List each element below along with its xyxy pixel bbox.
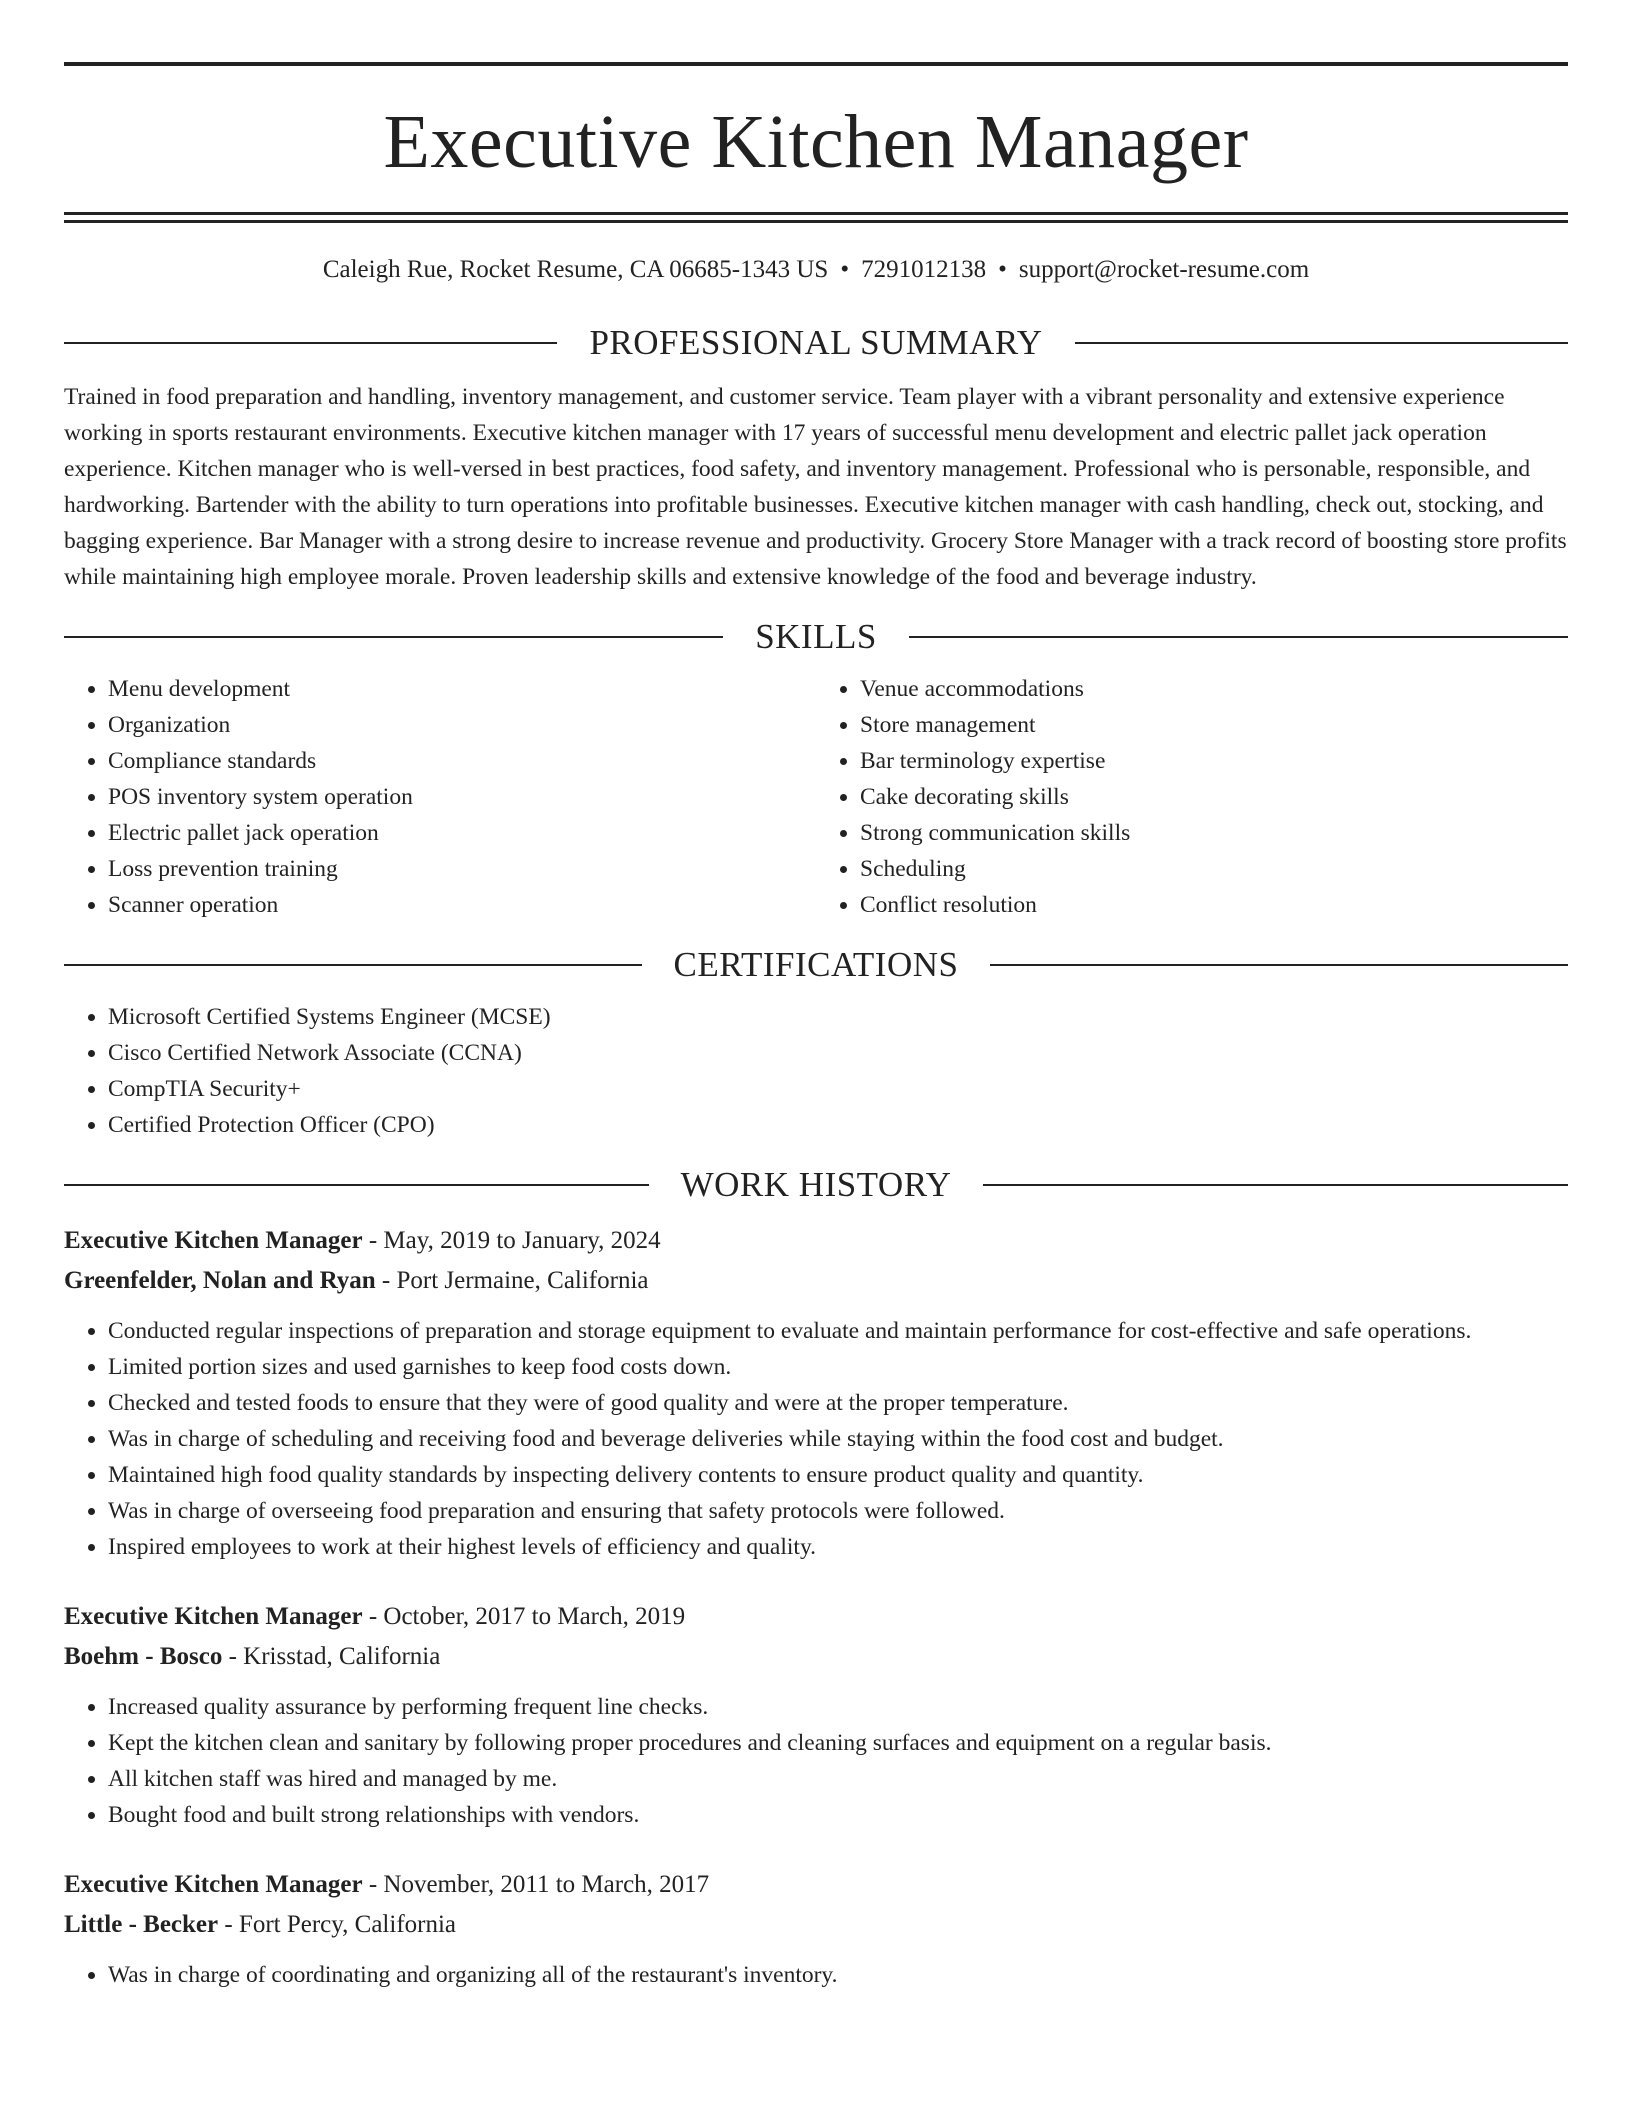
skill-item: • Scanner operation — [108, 887, 816, 923]
skill-item: • Conflict resolution — [860, 887, 1568, 923]
job-location: - Fort Percy, California — [218, 1911, 457, 1938]
job-bullet: • Limited portion sizes and used garnishes to keep food costs down. — [108, 1349, 1568, 1385]
job-dates: - November, 2011 to March, 2017 — [362, 1871, 710, 1898]
job-bullet: • Was in charge of overseeing food preparation and ensuring that safety protocols were followed. — [108, 1493, 1568, 1529]
certification-item: • CompTIA Security+ — [108, 1071, 1568, 1107]
job-dates: - May, 2019 to January, 2024 — [362, 1227, 661, 1254]
skill-item: • Organization — [108, 707, 816, 743]
section-rule-left — [64, 636, 723, 638]
job-bullets — [64, 1313, 1568, 1565]
summary-section-heading — [64, 323, 1568, 363]
skill-item: • POS inventory system operation — [108, 779, 816, 815]
skills-list-left — [64, 671, 816, 923]
job-bullet: • Maintained high food quality standards by inspecting delivery contents to ensure product quality and quantity. — [108, 1457, 1568, 1493]
job-bullet: • Increased quality assurance by performing frequent line checks. — [108, 1689, 1568, 1725]
top-rule — [64, 62, 1568, 66]
skill-item: • Cake decorating skills — [860, 779, 1568, 815]
job-bullet: • Bought food and built strong relationships with vendors. — [108, 1797, 1568, 1833]
job-location: - Krisstad, California — [222, 1643, 441, 1670]
job-entry — [64, 1865, 1568, 1993]
certifications-heading: CERTIFICATIONS — [673, 945, 959, 984]
job-bullet: • Kept the kitchen clean and sanitary by following proper procedures and cleaning surfaces and equipment on a regular basis. — [108, 1725, 1568, 1761]
section-rule-right — [983, 1184, 1568, 1186]
skill-item: • Bar terminology expertise — [860, 743, 1568, 779]
certification-item: • Microsoft Certified Systems Engineer (MCSE) — [108, 999, 1568, 1035]
job-company: Greenfelder, Nolan and Ryan — [64, 1267, 376, 1294]
job-title-line — [64, 1865, 1568, 1905]
job-bullet: • Checked and tested foods to ensure that they were of good quality and were at the proper temperature. — [108, 1385, 1568, 1421]
skill-item: • Electric pallet jack operation — [108, 815, 816, 851]
skill-item: • Menu development — [108, 671, 816, 707]
job-title-line — [64, 1597, 1568, 1637]
job-bullet: • Was in charge of coordinating and organizing all of the restaurant's inventory. — [108, 1957, 1568, 1993]
section-rule-right — [990, 964, 1568, 966]
contact-email: support@rocket-resume.com — [1018, 256, 1310, 283]
contact-line — [64, 255, 1568, 285]
contact-address: Caleigh Rue, Rocket Resume, CA 06685-1343 US — [322, 256, 829, 283]
skill-item: • Compliance standards — [108, 743, 816, 779]
certifications-section-heading — [64, 945, 1568, 985]
work-history-section-heading — [64, 1165, 1568, 1205]
section-rule-right — [1075, 342, 1568, 344]
page-title: Executive Kitchen Manager — [383, 100, 1249, 184]
work-history-heading: WORK HISTORY — [680, 1165, 952, 1204]
job-entry — [64, 1597, 1568, 1833]
skill-item: • Strong communication skills — [860, 815, 1568, 851]
skill-item: • Scheduling — [860, 851, 1568, 887]
job-bullet: • Conducted regular inspections of preparation and storage equipment to evaluate and maintain performance for cost-effective and safe operations. — [108, 1313, 1568, 1349]
section-rule-left — [64, 1184, 649, 1186]
job-company: Boehm - Bosco — [64, 1643, 223, 1670]
job-title-line — [64, 1221, 1568, 1261]
job-dates: - October, 2017 to March, 2019 — [362, 1603, 686, 1630]
contact-separator: • — [998, 256, 1007, 283]
certification-item: • Certified Protection Officer (CPO) — [108, 1107, 1568, 1143]
job-title: Executive Kitchen Manager — [64, 1227, 363, 1254]
skills-section-heading — [64, 617, 1568, 657]
section-rule-right — [909, 636, 1568, 638]
job-location: - Port Jermaine, California — [375, 1267, 649, 1294]
title-double-rule — [64, 212, 1568, 223]
skills-list-right — [816, 671, 1568, 923]
certifications-list — [64, 999, 1568, 1143]
certification-item: • Cisco Certified Network Associate (CCNA) — [108, 1035, 1568, 1071]
section-rule-left — [64, 964, 642, 966]
job-company-line — [64, 1261, 1568, 1301]
skill-item: • Venue accommodations — [860, 671, 1568, 707]
job-entry — [64, 1221, 1568, 1565]
section-rule-left — [64, 342, 557, 344]
skills-heading: SKILLS — [755, 617, 877, 656]
job-bullet: • All kitchen staff was hired and managed by me. — [108, 1761, 1568, 1797]
summary-text: Trained in food preparation and handling, inventory management, and customer service. Team player with a vibrant personality and extensive experience working in sports restaurant environments. Executive kitchen manager with 17 years of successful menu development and electric pallet jack operation experience. Kitchen manager who is well-versed in best practices, food safety, and inventory management. Professional who is personable, responsible, and hardworking. Bartender with the ability to turn operations into profitable businesses. Executive kitchen manager with cash handling, check out, stocking, and bagging experience. Bar Manager with a strong desire to increase revenue and productivity. Grocery Store Manager with a track record of boosting store profits while maintaining high employee morale. Proven leadership skills and extensive knowledge of the food and beverage industry. — [64, 384, 1567, 590]
job-bullets — [64, 1957, 1568, 1993]
job-bullet: • Inspired employees to work at their highest levels of efficiency and quality. — [108, 1529, 1568, 1565]
summary-heading: PROFESSIONAL SUMMARY — [589, 323, 1043, 362]
skill-item: • Loss prevention training — [108, 851, 816, 887]
job-company-line — [64, 1637, 1568, 1677]
job-title: Executive Kitchen Manager — [64, 1871, 363, 1898]
job-bullets — [64, 1689, 1568, 1833]
skills-columns — [64, 671, 1568, 923]
job-company-line — [64, 1905, 1568, 1945]
skill-item: • Store management — [860, 707, 1568, 743]
job-title: Executive Kitchen Manager — [64, 1603, 363, 1630]
job-company: Little - Becker — [64, 1911, 219, 1938]
job-bullet: • Was in charge of scheduling and receiving food and beverage deliveries while staying within the food cost and budget. — [108, 1421, 1568, 1457]
contact-phone: 7291012138 — [861, 256, 987, 283]
contact-separator: • — [840, 256, 850, 283]
